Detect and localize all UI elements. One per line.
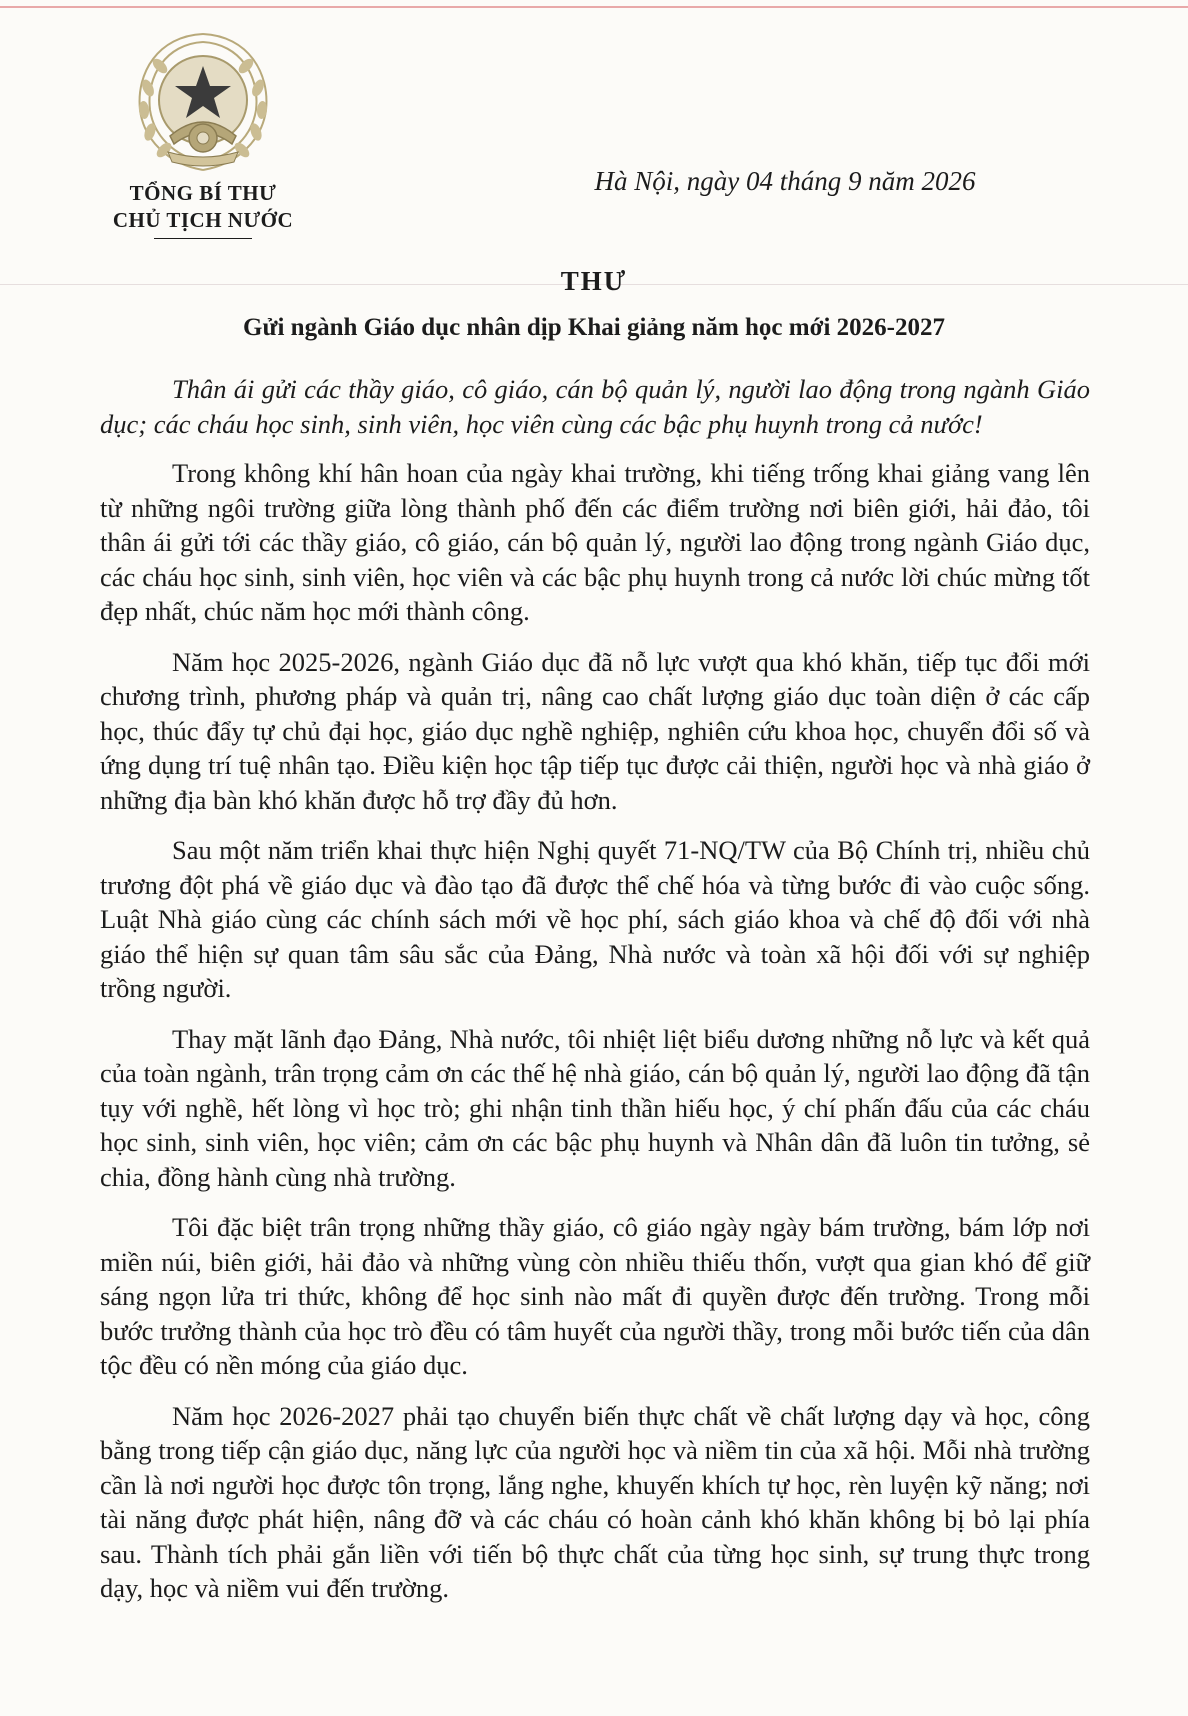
- letter-body: [100, 456, 1090, 1622]
- national-emblem-icon: [128, 28, 278, 178]
- top-border-line: [0, 6, 1188, 8]
- body-paragraph: Năm học 2026-2027 phải tạo chuyển biến thực chất về chất lượng dạy và học, công bằng trong tiếp cận giáo dục, năng lực của người học và niềm tin của xã hội. Mỗi nhà trường cần là nơi người học được tôn trọng, lắng nghe, khuyến khích tự học, rèn luyện kỹ năng; nơi tài năng được phát hiện, nâng đỡ và các cháu có hoàn cảnh khó khăn không bị bỏ lại phía sau. Thành tích phải gắn liền với tiến bộ thực chất của từng học sinh, sự trung thực trong dạy, học và niềm vui đến trường.: [100, 1400, 1090, 1603]
- body-paragraph: Sau một năm triển khai thực hiện Nghị quyết 71-NQ/TW của Bộ Chính trị, nhiều chủ trương đột phá về giáo dục và đào tạo đã được thể chế hóa và từng bước đi vào cuộc sống. Luật Nhà giáo cùng các chính sách mới về học phí, sách giáo khoa và chế độ đối với nhà giáo thể hiện sự quan tâm sâu sắc của Đảng, Nhà nước và toàn xã hội đối với sự nghiệp trồng người.: [100, 835, 1090, 1003]
- office-line-2: CHỦ TỊCH NƯỚC: [112, 208, 294, 232]
- salutation: Thân ái gửi các thầy giáo, cô giáo, cán bộ quản lý, người lao động trong ngành Giáo dục; các cháu học sinh, sinh viên, học viên cùng các bậc phụ huynh trong cả nước!: [100, 374, 1090, 439]
- place-and-date: Hà Nội, ngày 04 tháng 9 năm 2026: [594, 166, 976, 196]
- letter-heading: THƯ: [560, 266, 628, 296]
- body-paragraph: Năm học 2025-2026, ngành Giáo dục đã nỗ lực vượt qua khó khăn, tiếp tục đổi mới chương trình, phương pháp và quản trị, nâng cao chất lượng giáo dục toàn diện ở các cấp học, thúc đẩy tự chủ đại học, giáo dục nghề nghiệp, nghiên cứu khoa học, chuyển đổi số và ứng dụng trí tuệ nhân tạo. Điều kiện học tập tiếp tục được cải thiện, người học và nhà giáo ở những địa bàn khó khăn được hỗ trợ đầy đủ hơn.: [100, 646, 1090, 815]
- letter-subject: Gửi ngành Giáo dục nhân dịp Khai giảng năm học mới 2026-2027: [243, 314, 945, 341]
- issuing-office: [100, 180, 306, 234]
- office-line-1: TỔNG BÍ THƯ: [129, 181, 277, 205]
- body-paragraph: Tôi đặc biệt trân trọng những thầy giáo, cô giáo ngày ngày bám trường, bám lớp nơi miền núi, biên giới, hải đảo và những vùng còn nhiều thiếu thốn, vượt qua gian khó để giữ sáng ngọn lửa tri thức, không để học sinh nào mất đi quyền được đến trường. Trong mỗi bước trưởng thành của học trò đều có tâm huyết của người thầy, trong mỗi bước tiến của dân tộc đều có nền móng của giáo dục.: [100, 1212, 1090, 1380]
- office-underline: [154, 238, 252, 239]
- body-paragraph: Thay mặt lãnh đạo Đảng, Nhà nước, tôi nhiệt liệt biểu dương những nỗ lực và kết quả của toàn ngành, trân trọng cảm ơn các thế hệ nhà giáo, cán bộ quản lý, người lao động đã tận tụy với nghề, hết lòng vì học trò; ghi nhận tinh thần hiếu học, ý chí phấn đấu của các cháu học sinh, sinh viên, học viên; cảm ơn các bậc phụ huynh và Nhân dân đã luôn tin tưởng, sẻ chia, đồng hành cùng nhà trường.: [100, 1023, 1090, 1192]
- body-paragraph: Trong không khí hân hoan của ngày khai trường, khi tiếng trống khai giảng vang lên từ những ngôi trường giữa lòng thành phố đến các điểm trường nơi biên giới, hải đảo, tôi thân ái gửi tới các thầy giáo, cô giáo, cán bộ quản lý, người lao động trong ngành Giáo dục, các cháu học sinh, sinh viên, học viên và các bậc phụ huynh trong cả nước lời chúc mừng tốt đẹp nhất, chúc năm học mới thành công.: [100, 458, 1090, 626]
